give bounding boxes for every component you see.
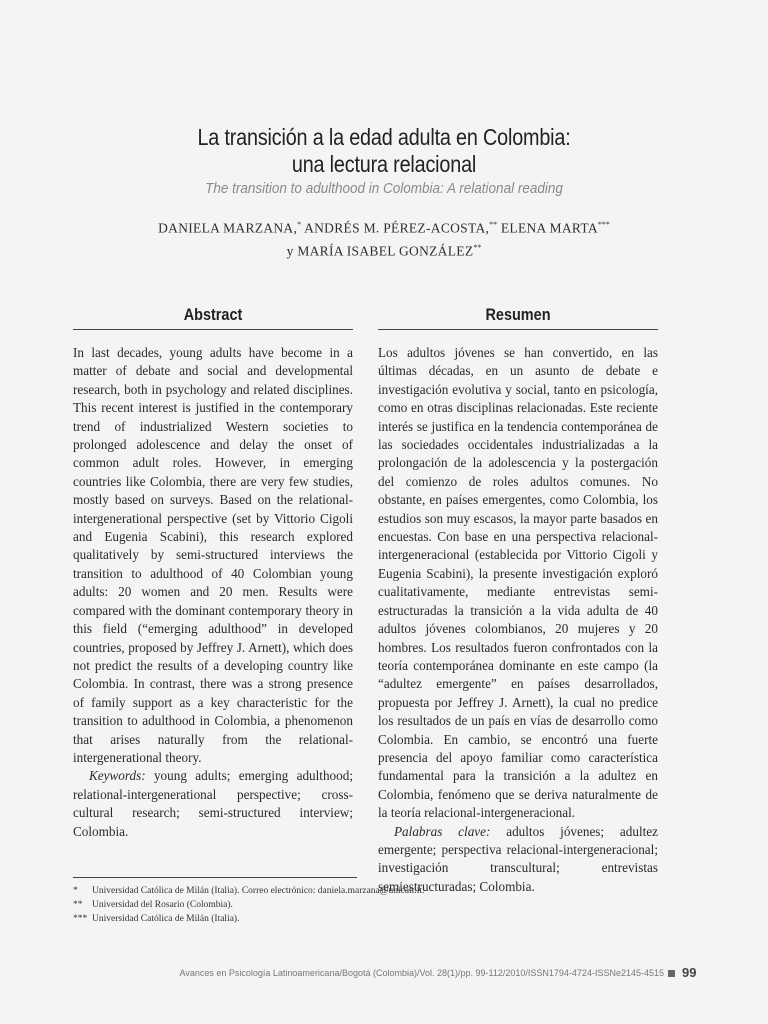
affiliation-mark: *** [597, 220, 610, 229]
resumen-heading: Resumen [485, 305, 551, 324]
footnote-text: Universidad Católica de Milán (Italia). Correo electrónico: daniela.marzana@unicatt.it. [92, 886, 425, 896]
abstract-heading: Abstract [183, 305, 243, 324]
affiliation-mark: ** [473, 242, 482, 252]
author-marzana: DANIELA MARZANA, [158, 220, 298, 236]
palabras-clave-label: Palabras clave: [394, 823, 491, 839]
footnote-1 [73, 884, 473, 898]
page-marker-square [668, 970, 675, 977]
footnote-mark: * [73, 886, 78, 896]
resumen-rule [378, 329, 658, 330]
journal-citation: Avances en Psicología Latinoamericana/Bogotá (Colombia)/Vol. 28(1)/pp. 99-112/2010/ISSN1794-4724-ISSNe2145-4515 [179, 968, 664, 978]
footnote-text: Universidad Católica de Milán (Italia). [92, 914, 240, 924]
footnote-mark: ** [73, 900, 83, 910]
affiliation-mark: ** [489, 220, 498, 229]
keywords-text: young adults; emerging adulthood; relational-intergenerational perspective; cross-cultural research; semi-structured interview; Colombia. [73, 768, 353, 839]
footnotes [73, 884, 473, 926]
footnote-2 [73, 898, 473, 912]
footnote-rule [73, 877, 357, 878]
resumen-paragraph: Los adultos jóvenes se han convertido, en las últimas décadas, en un asunto de debate e investigación evolutiva y social, tanto en psicología, como en otras disciplinas relacionadas. Este reciente interés se justifica en la tendencia contemporánea de las sociedades occidentales industrializadas a la prolongación de la adolescencia y la postergación del comienzo de roles adultos comunes. No obstante, en países emergentes, como Colombia, los estudios son muy escasos, la mayor parte basados en encuestas. Con base en una perspectiva relacional-intergeneracional (establecida por Vittorio Cigoli y Eugenia Scabini), la presente investigación exploró cualitativamente, mediante entrevistas semi-estructuradas la transición a la vida adulta de 40 adultos jóvenes colombianos, 20 mujeres y 20 hombres. Los resultados fueron confrontados con la teoría contemporánea dominante en este campo (la “adultez emergente” en países desarrollados, propuesta por Jeffrey J. Arnett), la cual no predice los resultados de un país en vías de desarrollo como Colombia. En cambio, se encontró una fuerte presencia del apoyo familiar como característica fundamental para la transición a la adultez en Colombia, fenómeno que se deriva naturalmente de la teoría relacional-intergeneracional. [378, 345, 658, 821]
abstract-paragraph: In last decades, young adults have become in a matter of debate and social and developmental research, both in psychology and related disciplines. This recent interest is justified in the contemporary trend of industrialized Western societies to prolonged adolescence and delay the onset of common adult roles. However, in emerging countries like Colombia, there are very few studies, mostly based on surveys. Based on the relational-intergenerational perspective (set by Vittorio Cigoli and Eugenia Scabini), this research explored qualitatively by semi-structured interviews the transition to adulthood of 40 Colombian young adults: 20 women and 20 men. Results were compared with the dominant contemporary theory in this field (“emerging adulthood” in developed countries, proposed by Jeffrey J. Arnett), which does not predict the results of a developing country like Colombia. In contrast, there was a strong presence of family support as a key characteristic for the transition to adulthood in Colombia, a phenomenon that arises naturally from the relational-intergenerational theory. [73, 345, 353, 765]
author-line-2 [0, 238, 768, 261]
abstract-keywords [73, 767, 353, 841]
footnote-mark: *** [73, 914, 88, 924]
author-line-1 [0, 215, 768, 238]
author-gonzalez: y MARÍA ISABEL GONZÁLEZ [286, 243, 474, 258]
resumen-body [378, 344, 658, 896]
title-line-1: La transición a la edad adulta en Colombia: [197, 124, 571, 150]
author-perez-acosta: ANDRÉS M. PÉREZ-ACOSTA, [301, 220, 490, 236]
english-subtitle: The transition to adulthood in Colombia: A relational reading [205, 180, 563, 197]
footnote-3 [73, 912, 473, 926]
author-list [0, 215, 768, 260]
title-line-2: una lectura relacional [291, 151, 477, 177]
article-title [54, 124, 714, 178]
abstract-body [73, 344, 353, 841]
palabras-clave-text: adultos jóvenes; adultez emergente; perspectiva relacional-intergeneracional; investigación transcultural; entrevistas semiestructuradas; Colombia. [378, 823, 658, 894]
footnote-text: Universidad del Rosario (Colombia). [92, 900, 233, 910]
author-marta: ELENA MARTA [497, 220, 598, 236]
abstract-rule [73, 329, 353, 330]
page-number: 99 [682, 965, 697, 980]
keywords-label: Keywords: [89, 768, 146, 784]
affiliation-mark: * [297, 220, 302, 229]
